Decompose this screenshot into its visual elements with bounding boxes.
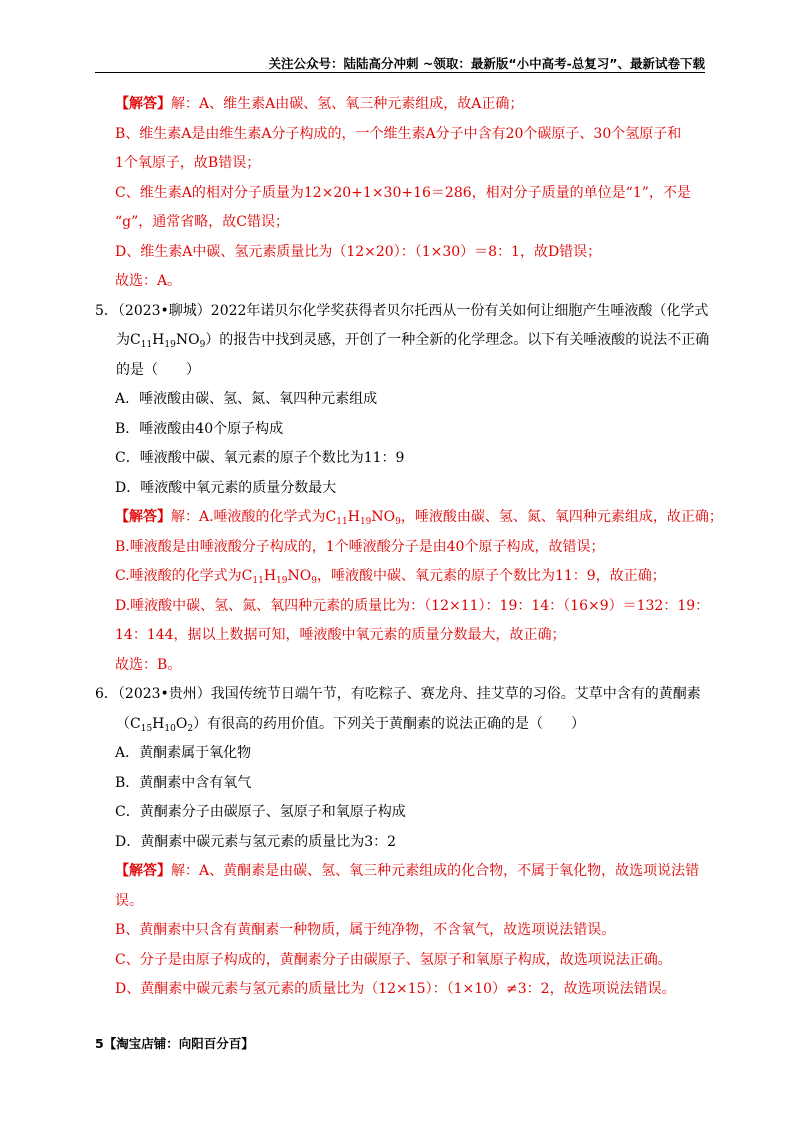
q5-stem: 5．（2023•聊城）2022年诺贝尔化学奖获得者贝尔托西从一份有关如何让细胞产生唾液酸（化学式 xyxy=(95,302,709,319)
q4-answer-d: D、维生素A中碳、氢元素质量比为（12×20）：（1×30）＝8：1，故D错误； xyxy=(115,243,602,260)
q5-option-a: A．唾液酸由碳、氢、氮、氧四种元素组成 xyxy=(115,391,378,407)
q6-option-c: C．黄酮素分子由碳原子、氢原子和氧原子构成 xyxy=(115,804,406,820)
q4-answer-c-cont: “g”，通常省略，故C错误； xyxy=(115,214,289,230)
answer-tag: 【解答】 xyxy=(115,96,171,112)
q5-option-b: B．唾液酸由40个原子构成 xyxy=(115,420,284,437)
q5-answer-d: D.唾液酸中碳、氢、氮、氧四种元素的质量比为：（12×11）：19：14：（16×9）＝132：19： xyxy=(115,597,710,614)
q6-answer-a: 【解答】解：A、黄酮素是由碳、氢、氧三种元素组成的化合物，不属于氧化物，故选项说法错 xyxy=(115,863,700,879)
document-body xyxy=(95,90,723,1005)
q6-answer-c: C、分子是由原子构成的，黄酮素分子由碳原子、氢原子和氧原子构成，故选项说法正确。 xyxy=(115,951,672,968)
q4-answer-b: B、维生素A是由维生素A分子构成的，一个维生素A分子中含有20个碳原子、30个氢原子和 xyxy=(115,125,682,142)
q6-answer-d: D、黄酮素中碳元素与氢元素的质量比为（12×15）：（1×10）≠3：2，故选项说法错误。 xyxy=(115,981,676,997)
q5-answer-b: B.唾液酸是由唾液酸分子构成的，1个唾液酸分子是由40个原子构成，故错误； xyxy=(115,538,605,555)
q6-answer-b: B、黄酮素中只含有黄酮素一种物质，属于纯净物，不含氧气，故选项说法错误。 xyxy=(115,922,616,938)
q4-answer-a: 【解答】解：A、维生素A由碳、氢、氧三种元素组成，故A正确； xyxy=(115,96,524,112)
q5-answer-a: 【解答】解：A.唾液酸的化学式为$C_{11}H_{19}NO_9$，唾液酸由碳、氢、氮、氧四种元素组成，故正确； xyxy=(115,509,723,527)
q6-option-b: B．黄酮素中含有氧气 xyxy=(115,774,252,791)
q5-option-d: D．唾液酸中氧元素的质量分数最大 xyxy=(115,479,337,496)
q6-stem-cont: $(C_{15}H_{10}O_2)$有很高的药用价值。下列关于黄酮素的说法正确的是（ ） xyxy=(116,715,586,734)
q6-option-a: A．黄酮素属于氧化物 xyxy=(115,745,252,761)
q4-answer-c: C、维生素A的相对分子质量为12×20+1×30+16＝286，相对分子质量的单位是“1”，不是 xyxy=(115,184,691,201)
header-text: 关注公众号：陆陆高分冲刺 ~领取：最新版“小中高考-总复习”、最新试卷下载 xyxy=(268,56,705,71)
q6-stem: 6．（2023•贵州）我国传统节日端午节，有吃粽子、赛龙舟、挂艾草的习俗。艾草中含有的黄酮素 xyxy=(95,686,701,702)
q6-option-d: D．黄酮素中碳元素与氢元素的质量比为3：2 xyxy=(115,833,397,850)
q5-option-c: C．唾液酸中碳、氧元素的原子个数比为11：9 xyxy=(115,450,405,466)
q5-answer-d-cont: 14：144，据以上数据可知，唾液酸中氧元素的质量分数最大，故正确； xyxy=(115,627,566,643)
page-footer: 5【淘宝店铺：向阳百分百】 xyxy=(95,1036,254,1051)
q5-stem-cont: 为$C_{11}H_{19}NO_9$）的报告中找到灵感，开创了一种全新的化学理念。以下有关唾液酸的说法不正确 xyxy=(116,332,710,350)
q5-choice: 故选：B。 xyxy=(115,656,182,673)
page-header xyxy=(95,52,705,73)
q5-stem-end: 的是（ ） xyxy=(116,361,200,378)
q6-answer-a-cont: 误。 xyxy=(115,892,143,909)
q4-choice: 故选：A。 xyxy=(115,273,182,289)
q5-answer-c: C.唾液酸的化学式为$C_{11}H_{19}NO_9$，唾液酸中碳、氧元素的原子个数比为11：9，故正确； xyxy=(115,568,666,586)
q4-answer-b-cont: 1个氧原子，故B错误； xyxy=(115,155,261,171)
